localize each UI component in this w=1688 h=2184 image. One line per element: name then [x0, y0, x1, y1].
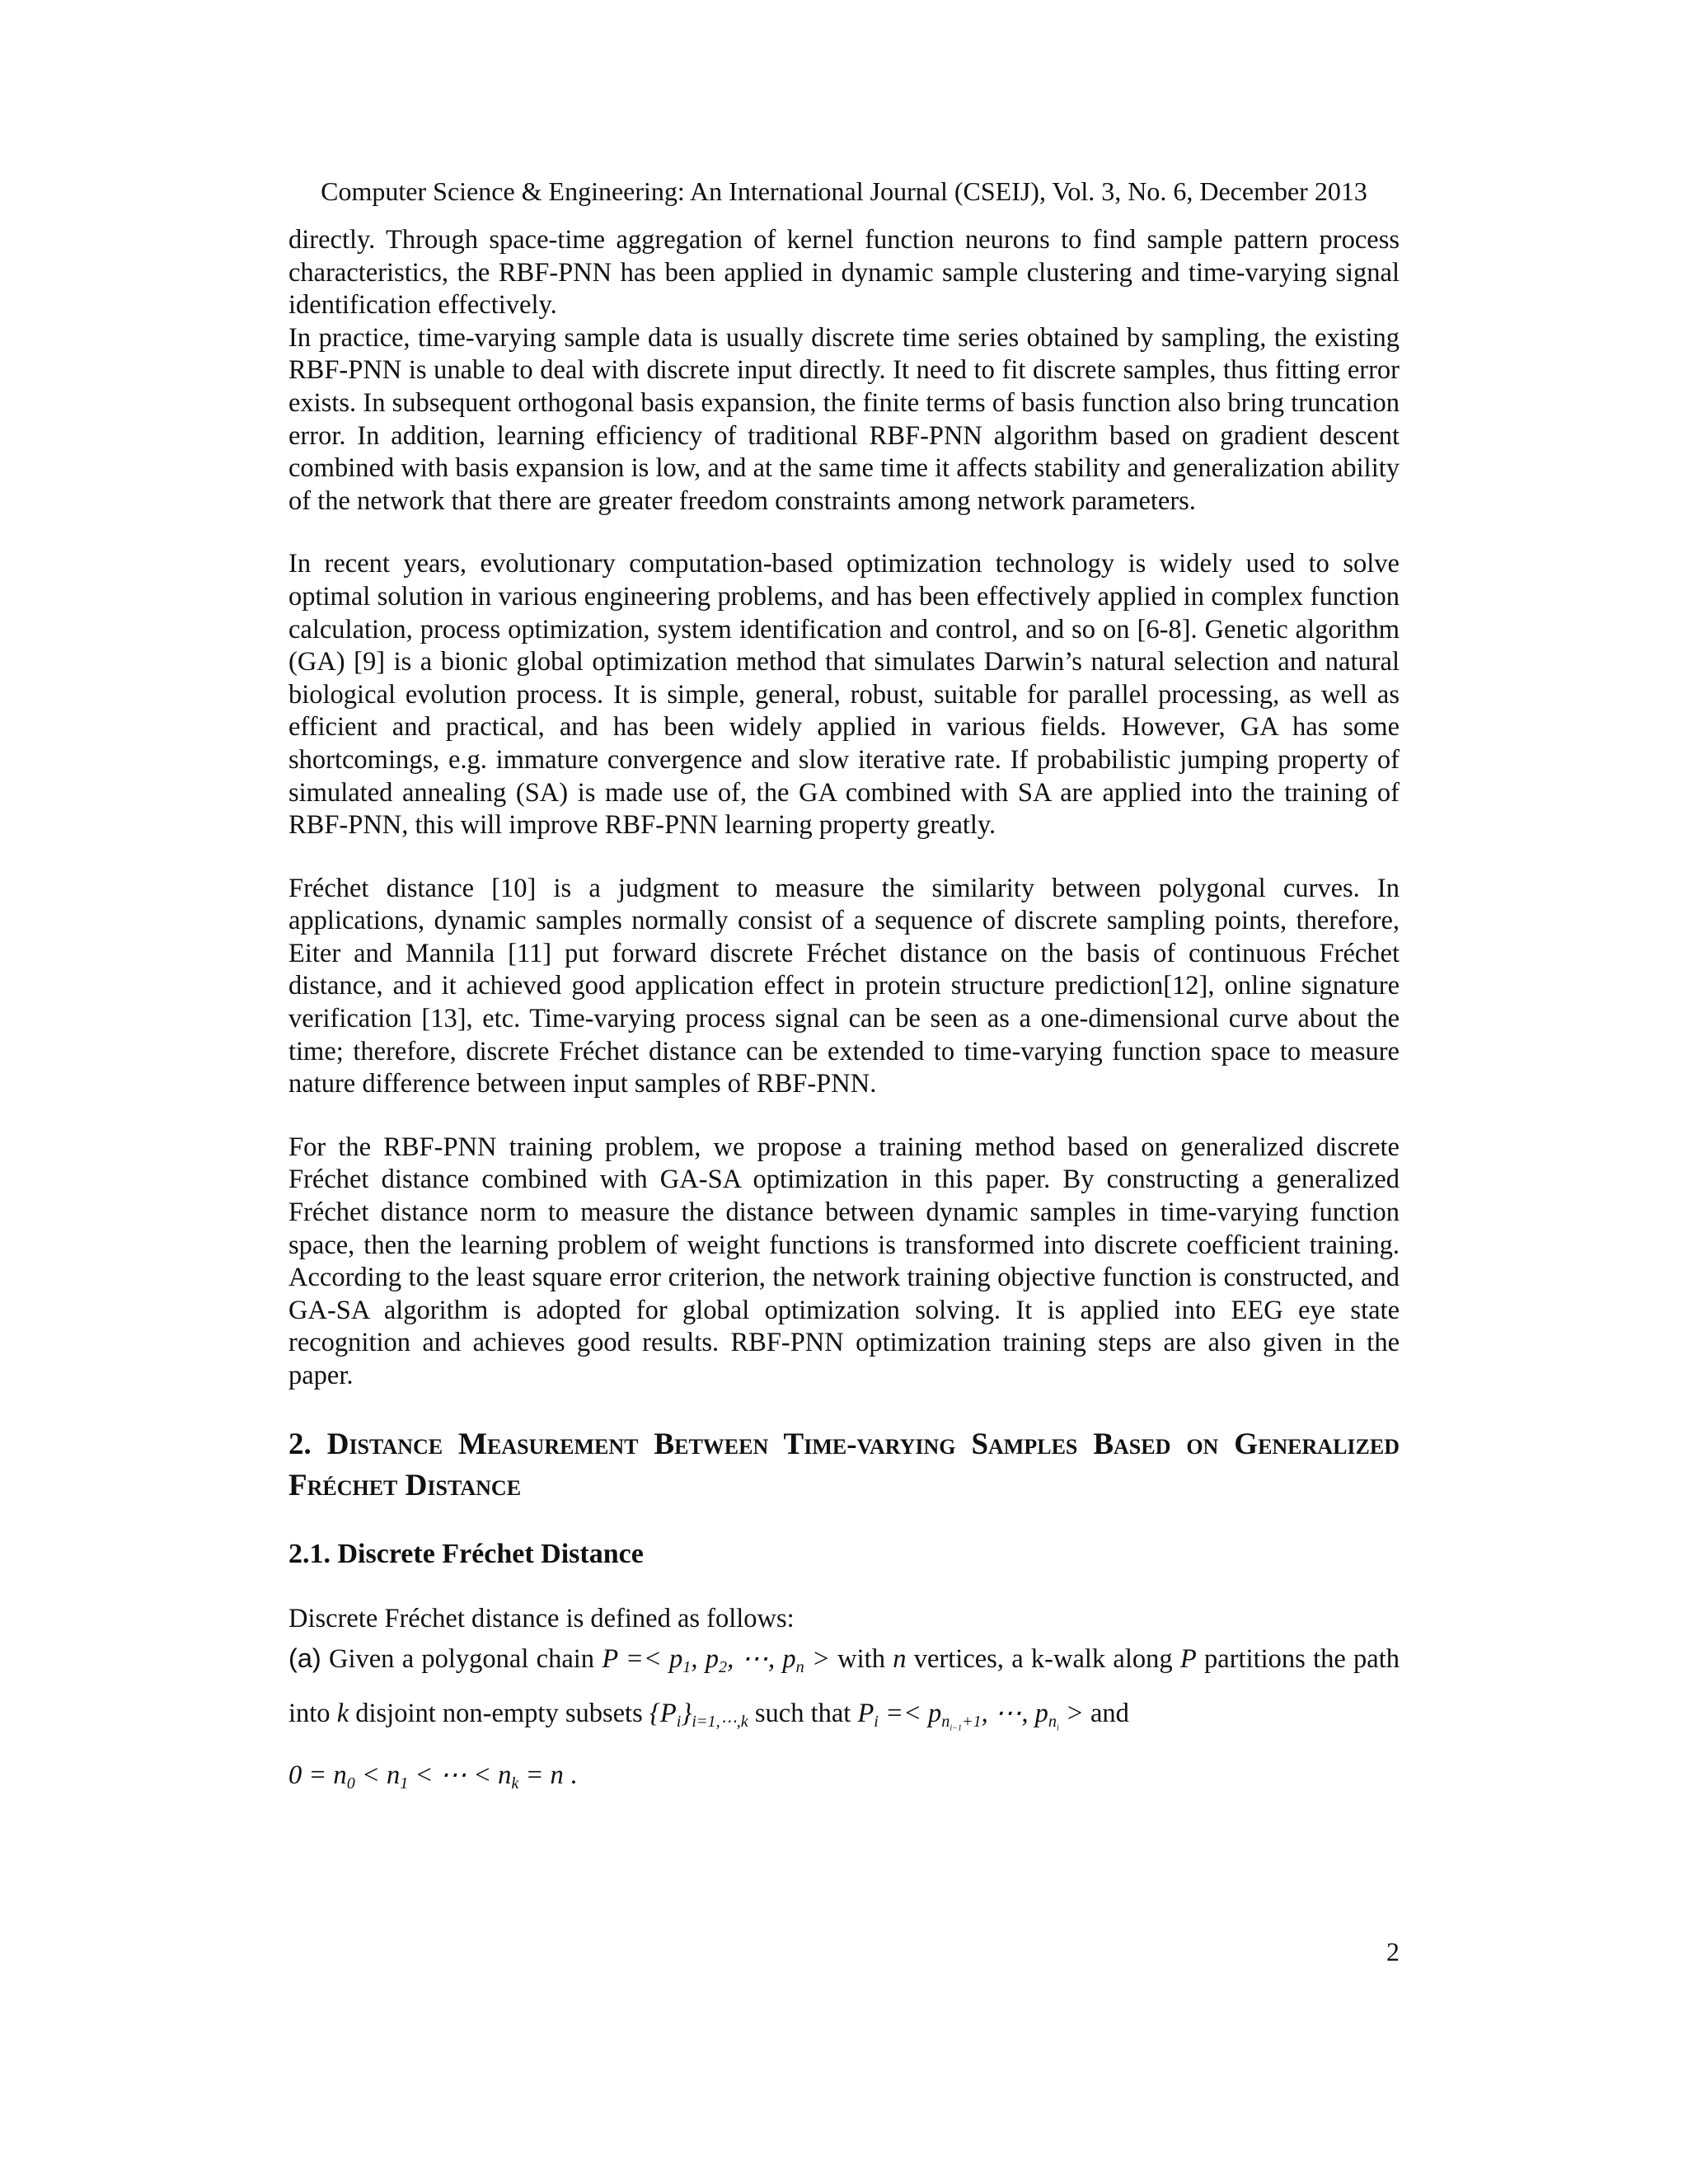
definition-paragraph: (a) Given a polygonal chain $P =< p_1$, $p_2$, ⋯, $p_n$ > with n vertices, a k-walk along P partitions the path into k disjoint non-empty subsets $\{P_i\}_{i=1,\cdots,k}$ such that $P_i =< p_{n_{i-1}+1}$, ⋯, $p_{n_i}$ > and $0 = n_0 < n_1$ < ⋯ < $n_k = n$ .: [288, 1643, 1400, 1793]
paragraph: For the RBF-PNN training problem, we propose a training method based on generalized discrete Fréchet distance combined with GA-SA optimization in this paper. By constructing a generalized Fréchet distance norm to measure the distance between dynamic samples in time-varying function space, then the learning problem of weight functions is transformed into discrete coefficient training. According to the least square error criterion, the network training objective function is constructed, and GA-SA algorithm is adopted for global optimization solving. It is applied into EEG eye state recognition and achieves good results. RBF-PNN optimization training steps are also given in the paper.: [288, 1132, 1400, 1390]
section-title: Distance Measurement Between Time-varying Samples Based on Generalized Fréchet Distance: [288, 1427, 1400, 1502]
page-number: 2: [1386, 1937, 1400, 1966]
paragraph: In recent years, evolutionary computation-based optimization technology is widely used to solve optimal solution in various engineering problems, and has been effectively applied in complex function calculation, process optimization, system identification and control, and so on [6-8]. Genetic algorithm (GA) [9] is a bionic global optimization method that simulates Darwin’s natural selection and natural biological evolution process. It is simple, general, robust, suitable for parallel processing, as well as efficient and practical, and has been widely applied in various fields. However, GA has some shortcomings, e.g. immature convergence and slow iterative rate. If probabilistic jumping property of simulated annealing (SA) is made use of, the GA combined with SA are applied into the training of RBF-PNN, this will improve RBF-PNN learning property greatly.: [288, 549, 1400, 841]
subset-notation: $\{P_i\}_{i=1,\cdots,k}$: [649, 1699, 748, 1732]
partition-equation: $P_i =< p_{n_{i-1}+1}$, ⋯, $p_{n_i}$ >: [857, 1699, 1084, 1733]
section-heading: [288, 1424, 1400, 1507]
paragraph: Fréchet distance [10] is a judgment to measure the similarity between polygonal curves. In applications, dynamic samples normally consist of a sequence of discrete sampling points, therefore, Eiter and Mannila [11] put forward discrete Fréchet distance on the basis of continuous Fréchet distance, and it achieved good application effect in protein structure prediction[12], online signature verification [13], etc. Time-varying process signal can be seen as a one-dimensional curve about the time; therefore, discrete Fréchet distance can be extended to time-varying function space to measure nature difference between input samples of RBF-PNN.: [288, 873, 1400, 1099]
index-inequality: $0 = n_0 < n_1$ < ⋯ < $n_k = n$: [288, 1760, 564, 1793]
running-header: Computer Science & Engineering: An International Journal (CSEIJ), Vol. 3, No. 6, December 2013: [321, 176, 1367, 206]
section-number: 2.: [288, 1427, 327, 1461]
subsection-heading: 2.1. Discrete Fréchet Distance: [288, 1538, 644, 1569]
definition-marker: (a): [288, 1643, 321, 1674]
page-content: [288, 224, 1400, 1807]
intro-line: Discrete Fréchet distance is defined as follows:: [288, 1603, 795, 1633]
chain-equation: $P =< p_1$, $p_2$, ⋯, $p_n$ >: [602, 1644, 830, 1677]
paragraph: directly. Through space-time aggregation of kernel function neurons to find sample pattern process characteristics, the RBF-PNN has been applied in dynamic sample clustering and time-varying signal identification effectively.: [288, 225, 1400, 321]
paragraph: In practice, time-varying sample data is usually discrete time series obtained by sampling, the existing RBF-PNN is unable to deal with discrete input directly. It need to fit discrete samples, thus fitting error exists. In subsequent orthogonal basis expansion, the finite terms of basis function also bring truncation error. In addition, learning efficiency of traditional RBF-PNN algorithm based on gradient descent combined with basis expansion is low, and at the same time it affects stability and generalization ability of the network that there are greater freedom constraints among network parameters.: [288, 322, 1400, 516]
